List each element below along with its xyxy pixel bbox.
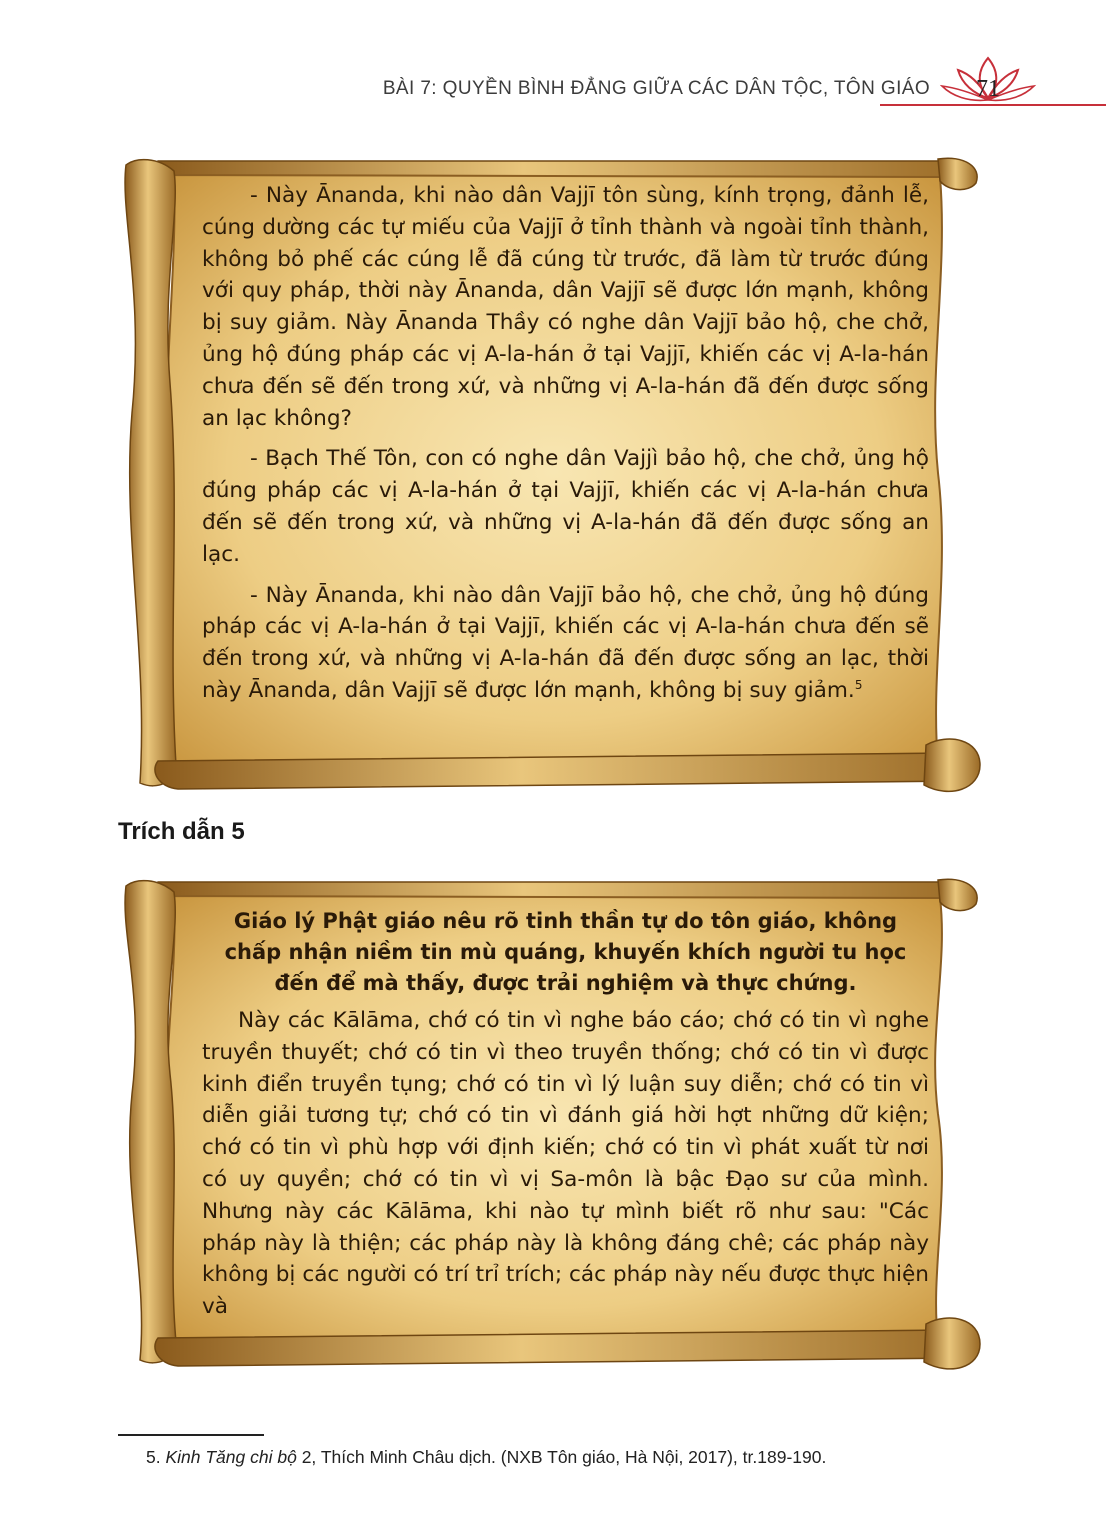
footnote-reference[interactable]: 5 (854, 677, 863, 692)
quote-scroll-2 (118, 874, 984, 1376)
quote-text-2 (202, 906, 929, 1323)
chapter-title: BÀI 7: QUYỀN BÌNH ĐẲNG GIỮA CÁC DÂN TỘC, TÔN GIÁO (382, 78, 930, 99)
footnote-rule (118, 1434, 264, 1436)
quote-text-1 (202, 180, 929, 716)
quote-paragraph: - Này Ānanda, khi nào dân Vajjī tôn sùng, kính trọng, đảnh lễ, cúng dường các tự miếu của Vajjī ở tỉnh thành và ngoài tỉnh thành, không bỏ phế các cúng lễ đã cúng từ trước, đã làm từ trước đúng với quy pháp, thời này Ānanda, dân Vajjī sẽ được lớn mạnh, không bị suy giảm. Này Ānanda Thầy có nghe dân Vajjī bảo hộ, che chở, ủng hộ đúng pháp các vị A-la-hán ở tại Vajjī, khiến các vị A-la-hán chưa đến sẽ đến trong xứ, và những vị A-la-hán đã đến được sống an lạc không? (202, 183, 929, 431)
footnote-citation: 2, Thích Minh Châu dịch. (NXB Tôn giáo, Hà Nội, 2017), tr.189-190. (296, 1447, 827, 1467)
page-number: 71 (976, 76, 1000, 102)
page-header (0, 68, 1106, 108)
quote-paragraph-text: - Này Ānanda, khi nào dân Vajjī bảo hộ, che chở, ủng hộ đúng pháp các vị A-la-hán ở tại Vajjī, khiến các vị A-la-hán chưa đến sẽ đến trong xứ, và những vị A-la-hán đã đến được sống an lạc, thời này Ānanda, dân Vajjī sẽ được lớn mạnh, không bị suy giảm. (202, 582, 929, 703)
quote-paragraph (202, 580, 929, 707)
quote-body: Này các Kālāma, chớ có tin vì nghe báo cáo; chớ có tin vì nghe truyền thuyết; chớ có tin vì theo truyền thống; chớ có tin vì được kinh điển truyền tụng; chớ có tin vì lý luận suy diễn; chớ có tin vì diễn giải tương tự; chớ có tin vì đánh giá hời hợt những dữ kiện; chớ có tin vì phù hợp với định kiến; chớ có tin vì phát xuất từ nơi có uy quyền; chớ có tin vì vị Sa-môn là bậc Đạo sư của mình. Nhưng này các Kālāma, khi nào tự mình biết rõ như sau: "Các pháp này là thiện; các pháp này là không đáng chê; các pháp này không bị các người có trí trỉ trích; các pháp này nếu được thực hiện và (202, 1008, 929, 1320)
footnote-number: 5. (146, 1447, 161, 1467)
footnote (146, 1447, 826, 1468)
quote-paragraph: - Bạch Thế Tôn, con có nghe dân Vajjì bảo hộ, che chở, ủng hộ đúng pháp các vị A-la-hán ở tại Vajjī, khiến các vị A-la-hán chưa đến sẽ đến trong xứ, và những vị A-la-hán đã đến được sống an lạc. (202, 446, 929, 567)
quote-lead: Giáo lý Phật giáo nêu rõ tinh thần tự do tôn giáo, không chấp nhận niềm tin mù quáng, khuyến khích người tu học đến để mà thấy, được trải nghiệm và thực chứng. (224, 909, 907, 995)
quote-scroll-1 (118, 153, 984, 801)
section-heading: Trích dẫn 5 (118, 818, 245, 845)
footnote-title: Kinh Tăng chi bộ (165, 1447, 297, 1467)
